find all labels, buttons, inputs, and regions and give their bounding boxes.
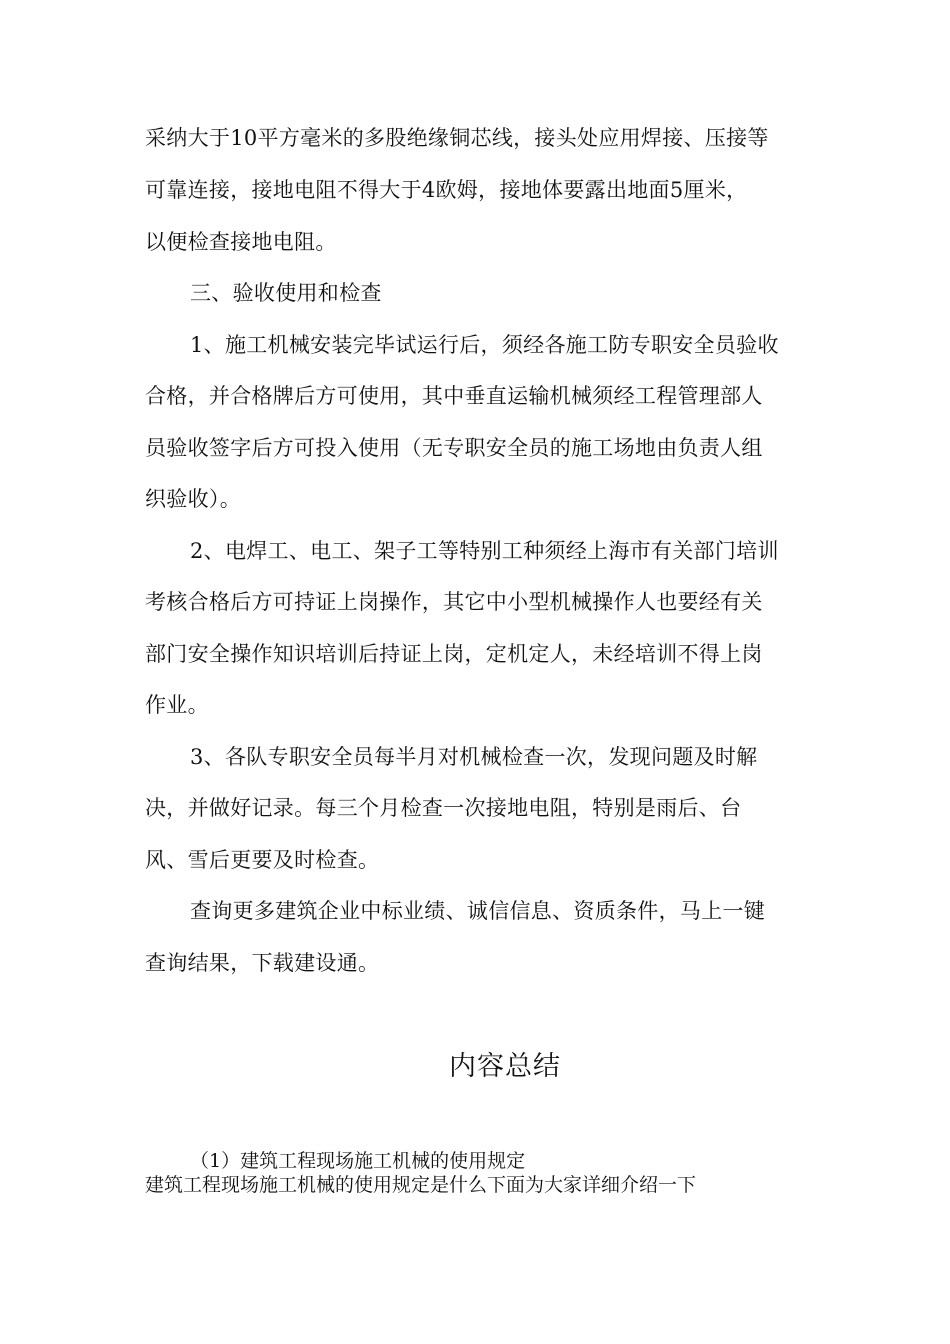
body-line-6: 合格，并合格牌后方可使用，其中垂直运输机械须经工程管理部人 <box>145 384 763 408</box>
body-line-5: 1、施工机械安装完毕试运行后，须经各施工防专职安全员验收 <box>190 333 779 357</box>
body-line-3: 以便检查接地电阻。 <box>145 230 337 254</box>
summary-item-heading: （1）建筑工程现场施工机械的使用规定 <box>190 1150 526 1172</box>
body-line-13: 3、各队专职安全员每半月对机械检查一次，发现问题及时解 <box>190 745 758 769</box>
body-line-8: 织验收）。 <box>145 487 241 511</box>
body-line-2: 可靠连接，接地电阻不得大于4欧姆，接地体要露出地面5厘米， <box>145 178 748 202</box>
body-line-14: 决，并做好记录。每三个月检查一次接地电阻，特别是雨后、台 <box>145 796 742 820</box>
section-heading: 三、验收使用和检查 <box>190 281 382 305</box>
body-line-10: 考核合格后方可持证上岗操作，其它中小型机械操作人也要经有关 <box>145 590 763 614</box>
body-line-12: 作业。 <box>145 693 209 717</box>
body-line-9: 2、电焊工、电工、架子工等特别工种须经上海市有关部门培训 <box>190 539 779 563</box>
body-line-7: 员验收签字后方可投入使用（无专职安全员的施工场地由负责人组 <box>145 436 763 460</box>
summary-item-text: 建筑工程现场施工机械的使用规定是什么下面为大家详细介绍一下 <box>145 1174 697 1196</box>
body-line-15: 风、雪后更要及时检查。 <box>145 848 380 872</box>
body-line-17: 查询结果，下载建设通。 <box>145 951 380 975</box>
body-line-11: 部门安全操作知识培训后持证上岗，定机定人，未经培训不得上岗 <box>145 642 763 666</box>
body-line-1: 采纳大于10平方毫米的多股绝缘铜芯线，接头处应用焊接、压接等 <box>145 126 769 150</box>
summary-title: 内容总结 <box>449 1051 561 1082</box>
body-line-16: 查询更多建筑企业中标业绩、诚信信息、资质条件，马上一键 <box>190 899 766 923</box>
